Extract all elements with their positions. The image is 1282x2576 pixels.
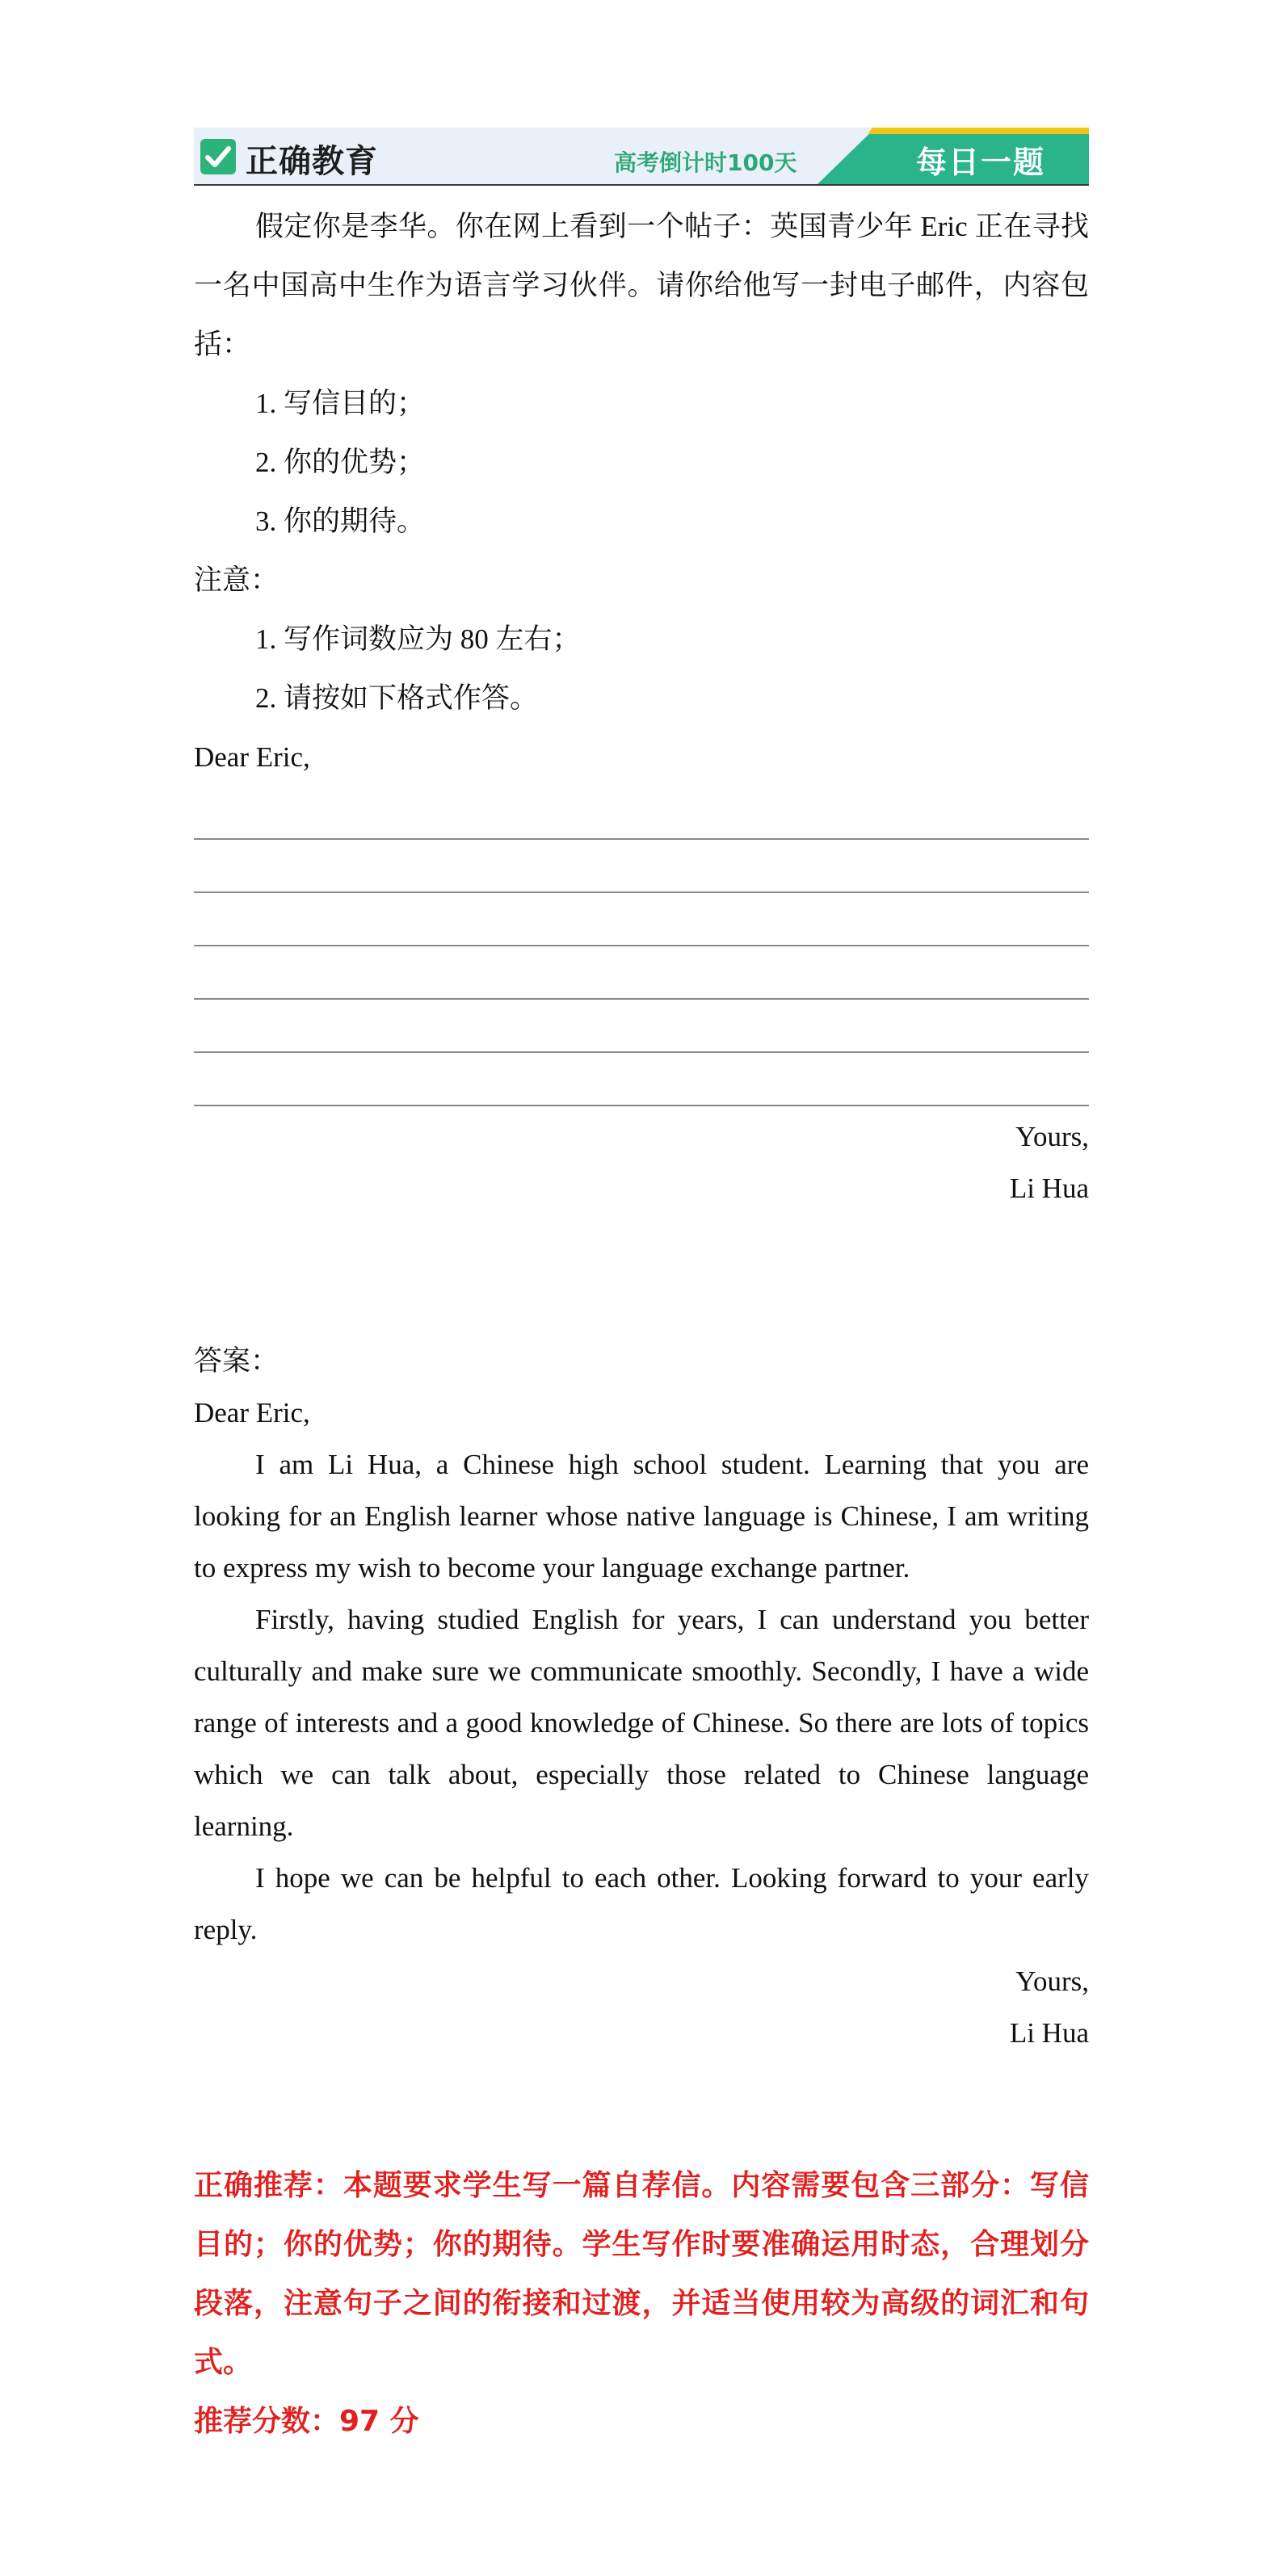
requirement-item: 1. 写信目的； — [255, 388, 426, 419]
answer-signature: Li Hua — [1009, 2017, 1089, 2049]
writing-line[interactable] — [194, 840, 1089, 893]
question-prompt: 假定你是李华。你在网上看到一个帖子：英国青少年 Eric 正在寻找一名中国高中生作为语言学习伙伴。请你给他写一封电子邮件，内容包括： — [194, 211, 1089, 360]
note-item: 2. 请按如下格式作答。 — [255, 682, 539, 714]
writing-line[interactable] — [194, 893, 1089, 946]
note-item: 1. 写作词数应为 80 左右； — [255, 623, 581, 655]
document-page — [194, 128, 1089, 2451]
letter-signature: Li Hua — [1009, 1173, 1089, 1204]
writing-line[interactable] — [194, 946, 1089, 1000]
answer-label: 答案： — [194, 1345, 280, 1377]
writing-line[interactable] — [194, 1053, 1089, 1106]
checkmark-icon — [200, 139, 236, 174]
letter-closing: Yours, — [1015, 1121, 1089, 1152]
note-label: 注意： — [194, 564, 280, 596]
brand-name: 正确教育 — [246, 143, 378, 180]
requirement-item: 2. 你的优势； — [255, 447, 426, 478]
answer-paragraph: I am Li Hua, a Chinese high school student. Learning that you are looking for an English learner whose native language is Chinese, I am writing to express my wish to become your language exchange partner. — [194, 1449, 1089, 1584]
requirement-item: 3. 你的期待。 — [255, 506, 426, 537]
exam-countdown: 高考倒计时100天 — [614, 149, 797, 176]
recommendation-comment: 正确推荐：本题要求学生写一篇自荐信。内容需要包含三部分：写信目的；你的优势；你的期待。学生写作时要准确运用时态，合理划分段落，注意句子之间的衔接和过渡，并适当使用较为高级的词汇和句式。 — [194, 2169, 1089, 2379]
writing-line[interactable] — [194, 1000, 1089, 1053]
header-banner — [194, 128, 1089, 186]
answer-closing: Yours, — [1015, 1966, 1089, 1997]
answer-paragraph: Firstly, having studied English for years, I can understand you better culturally and make sure we communicate smoothly. Secondly, I have a wide range of interests and a good knowledge of Chinese. So there are lots of topics which we can talk about, especially those related to Chinese language learning. — [194, 1604, 1089, 1842]
answer-area — [194, 787, 1089, 1106]
answer-paragraph: I hope we can be helpful to each other. Looking forward to your early reply. — [194, 1862, 1089, 1945]
letter-salutation: Dear Eric, — [194, 741, 310, 773]
daily-question-label: 每日一题 — [915, 145, 1045, 180]
recommended-score: 推荐分数：97 分 — [194, 2405, 419, 2438]
answer-salutation: Dear Eric, — [194, 1397, 310, 1429]
tag-accent-stripe — [809, 128, 1089, 134]
writing-line[interactable] — [194, 787, 1089, 840]
